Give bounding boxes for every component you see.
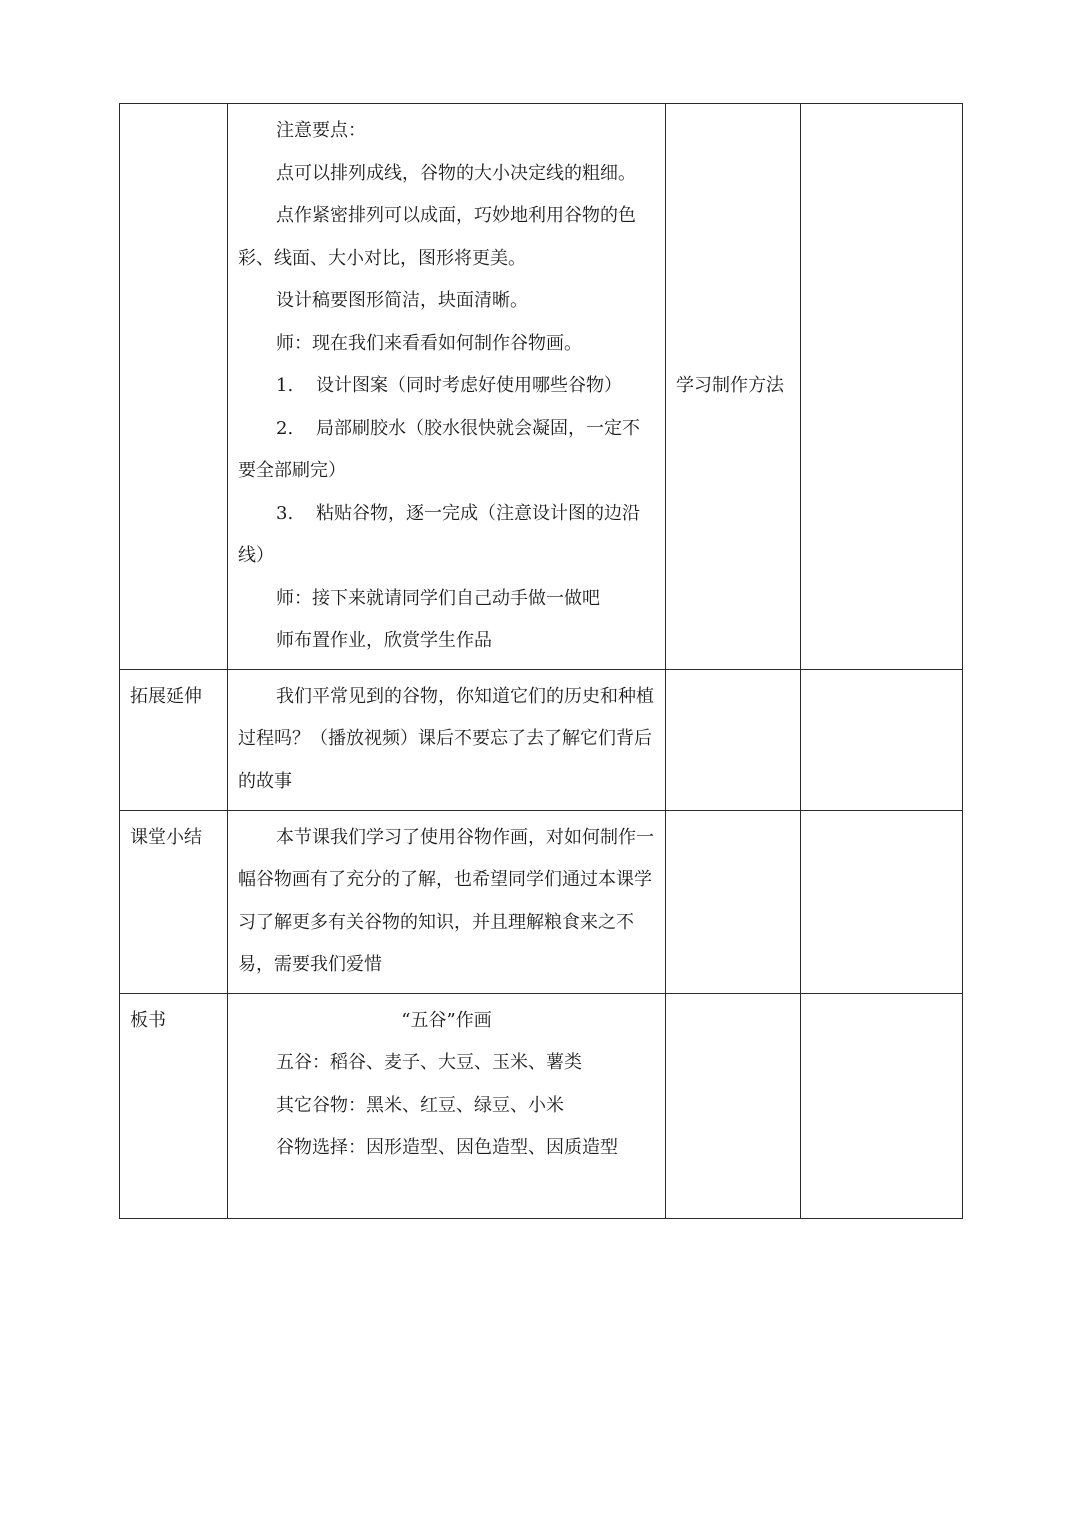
board-line: 谷物选择：因形造型、因色造型、因质造型 [276,1137,618,1158]
extension-text: 我们平常见到的谷物，你知道它们的历史和种植过程吗？（播放视频）课后不要忘了去了解它们背后的故事 [238,685,654,792]
teacher-line: 师：现在我们来看看如何制作谷物画。 [276,332,582,354]
notes-line: 设计稿要图形简洁，块面清晰。 [276,290,528,311]
notes-line: 点作紧密排列可以成面，巧妙地利用谷物的色彩、线面、大小对比，图形将更美。 [238,205,636,269]
student-activity-cell [666,669,801,810]
step-number: 1. [276,375,294,396]
design-intent-cell [801,810,963,993]
step-text: 设计图案（同时考虑好使用哪些谷物） [316,375,622,396]
step-item [238,408,655,493]
lesson-plan-table [119,103,963,1219]
student-activity-cell [666,810,801,993]
teacher-line: 师布置作业，欣赏学生作品 [276,630,492,651]
row-label-board: 板书 [120,993,228,1218]
notes-line: 点可以排列成线，谷物的大小决定线的粗细。 [276,162,636,184]
student-activity-cell: 学习制作方法 [666,104,801,670]
board-content-cell [228,993,666,1218]
row-label-extension: 拓展延伸 [120,669,228,810]
table-row-method [120,104,963,670]
board-title: “五谷”作画 [401,1009,492,1031]
step-text: 局部刷胶水（胶水很快就会凝固，一定不要全部刷完） [238,417,640,481]
step-item [238,493,655,578]
row-label-summary: 课堂小结 [120,810,228,993]
summary-content-cell [228,810,666,993]
board-line: 五谷：稻谷、麦子、大豆、玉米、薯类 [276,1052,582,1073]
step-text: 粘贴谷物，逐一完成（注意设计图的边沿线） [238,502,640,566]
step-item [238,365,655,408]
teacher-line: 师：接下来就请同学们自己动手做一做吧 [276,587,600,609]
table-row-board [120,993,963,1218]
student-activity-cell [666,993,801,1218]
table-row-extension [120,669,963,810]
notes-heading: 注意要点： [276,120,366,141]
step-number: 3. [276,502,294,524]
board-line: 其它谷物：黑米、红豆、绿豆、小米 [276,1094,564,1116]
summary-text: 本节课我们学习了使用谷物作画，对如何制作一幅谷物画有了充分的了解，也希望同学们通过本课学习了解更多有关谷物的知识，并且理解粮食来之不易，需要我们爱惜 [238,826,654,975]
design-intent-cell [801,993,963,1218]
method-content-cell [228,104,666,670]
step-number: 2. [276,417,294,439]
table-row-summary [120,810,963,993]
design-intent-cell [801,669,963,810]
row-label-empty [120,104,228,670]
extension-content-cell [228,669,666,810]
design-intent-cell [801,104,963,670]
